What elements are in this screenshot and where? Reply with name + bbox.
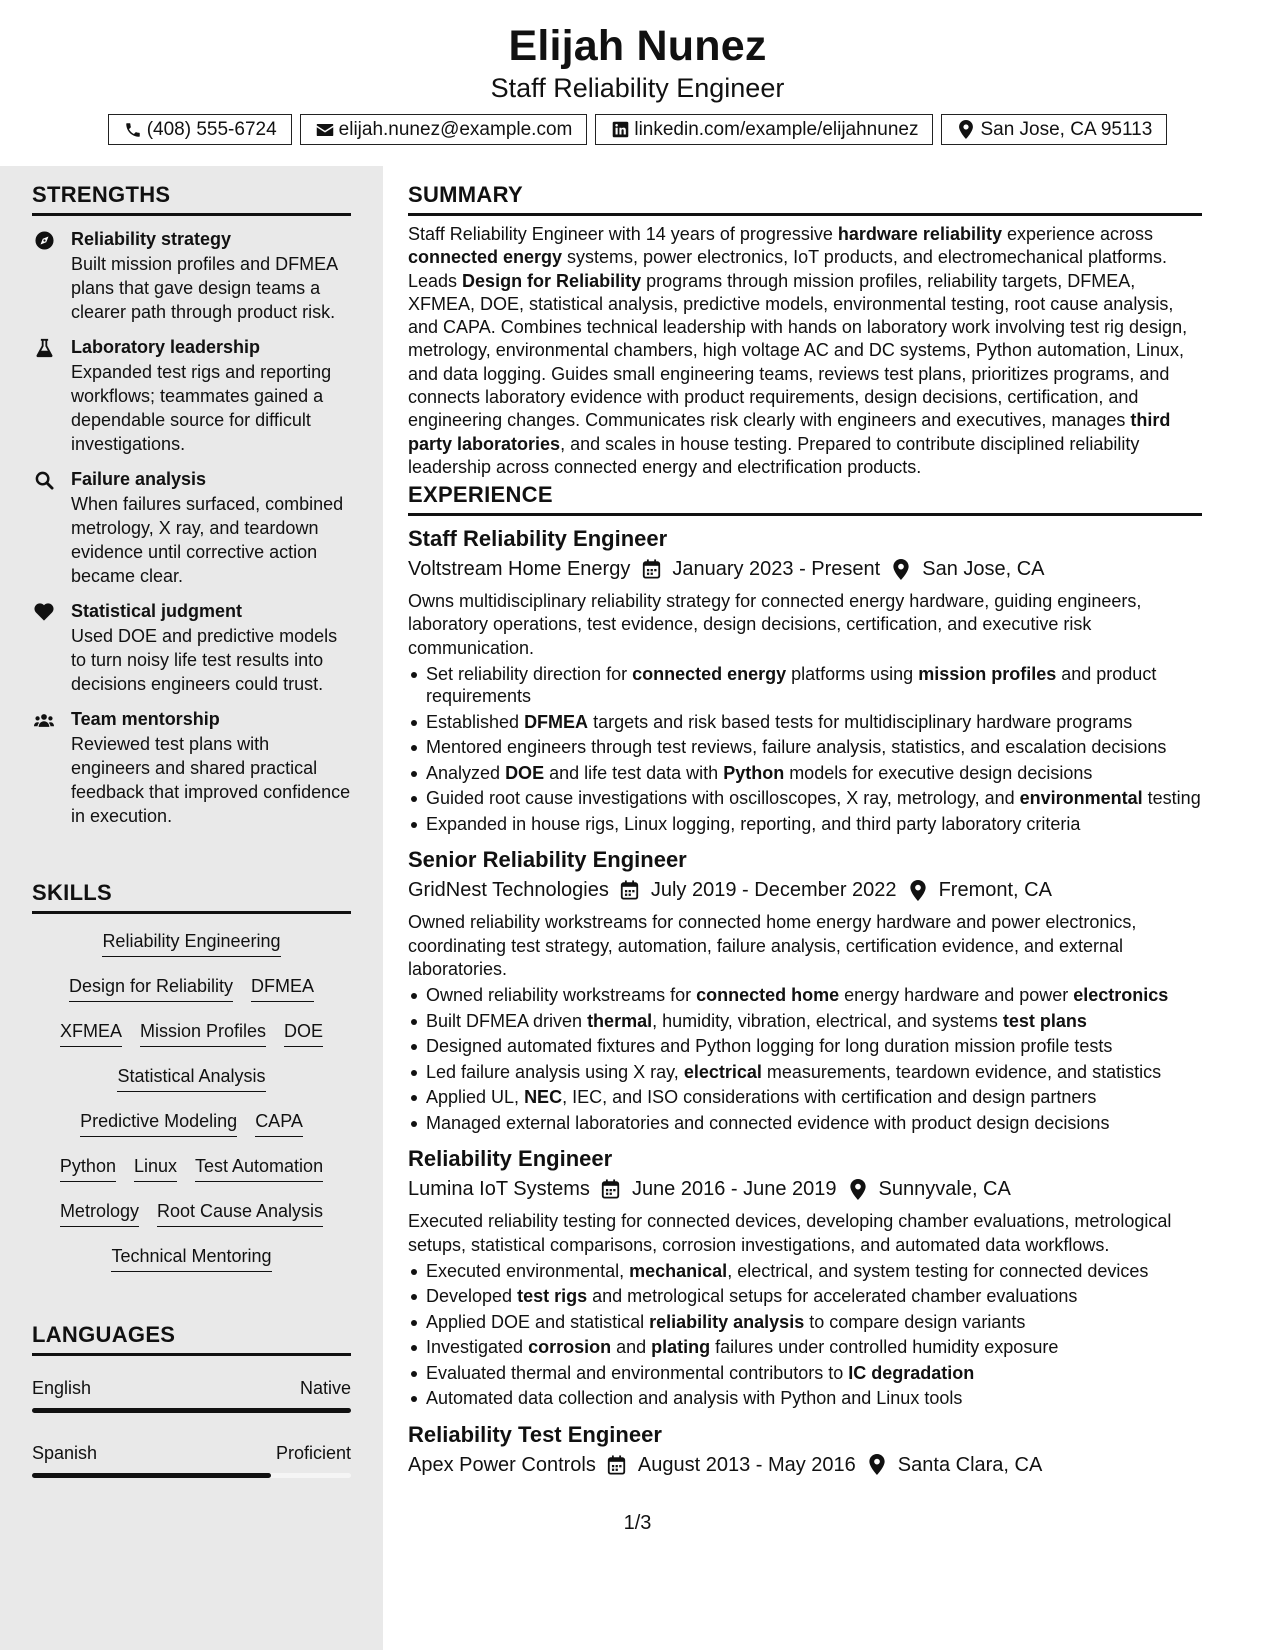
- strength-title: Statistical judgment: [71, 601, 243, 621]
- job-dates: June 2016 - June 2019: [631, 1178, 837, 1201]
- job-description: Executed reliability testing for connected devices, developing chamber evaluations, metrological setups, statistical comparisons, corrosion investigations, and automated data workflows.: [408, 1211, 1172, 1255]
- skill-tag: Metrology: [60, 1199, 139, 1227]
- job-company: GridNest Technologies: [408, 879, 609, 902]
- job-dates: July 2019 - December 2022: [650, 879, 897, 902]
- skill-tag: Test Automation: [195, 1154, 323, 1182]
- job-bullets: [408, 1260, 1202, 1410]
- skills-row: [32, 1244, 351, 1289]
- strength-desc: When failures surfaced, combined metrology, X ray, and teardown evidence until corrective action became clear.: [71, 494, 344, 586]
- skills-row: [32, 1154, 351, 1199]
- job-bullets: [408, 984, 1202, 1134]
- job-bullet: Led failure analysis using X ray, electrical measurements, teardown evidence, and statistics: [408, 1061, 1202, 1084]
- strength-desc: Expanded test rigs and reporting workflows; teammates gained a dependable source for difficult investigations.: [71, 362, 332, 454]
- job-bullet: Managed external laboratories and connected evidence with product design decisions: [408, 1112, 1202, 1135]
- experience-heading: EXPERIENCE: [408, 482, 1202, 516]
- job-bullet: Designed automated fixtures and Python logging for long duration mission profile tests: [408, 1035, 1202, 1058]
- skill-tag: Mission Profiles: [140, 1019, 266, 1047]
- language-bar-fill: [32, 1408, 351, 1413]
- candidate-name: Elijah Nunez: [508, 22, 767, 70]
- language-bar-fill: [32, 1473, 271, 1478]
- strength-title: Failure analysis: [71, 469, 207, 489]
- map-pin-icon: [847, 1178, 869, 1200]
- job-bullet: Built DFMEA driven thermal, humidity, vibration, electrical, and systems test plans: [408, 1010, 1202, 1033]
- language-level: Native: [299, 1378, 351, 1398]
- sidebar: [0, 166, 383, 1650]
- skills-row: [32, 974, 351, 1019]
- job-company: Voltstream Home Energy: [408, 558, 631, 580]
- job-location: Sunnyvale, CA: [878, 1178, 1011, 1201]
- strength-item: [32, 468, 351, 588]
- contact-bar: [0, 114, 1275, 145]
- strength-title: Team mentorship: [71, 709, 220, 729]
- job-bullets: [408, 663, 1202, 836]
- skills-row: [32, 1199, 351, 1244]
- language-level: Proficient: [275, 1443, 351, 1463]
- main-content: [383, 166, 1275, 1650]
- map-pin-icon: [890, 558, 912, 580]
- job-company: Lumina IoT Systems: [408, 1178, 590, 1201]
- envelope-icon: [315, 120, 335, 140]
- skills-row: [32, 1109, 351, 1154]
- contact-phone[interactable]: [108, 114, 292, 145]
- languages-heading: LANGUAGES: [32, 1322, 351, 1356]
- job-title: Senior Reliability Engineer: [408, 847, 687, 873]
- job-bullet: Owned reliability workstreams for connected home energy hardware and power electronics: [408, 984, 1202, 1007]
- job-bullet: Evaluated thermal and environmental contributors to IC degradation: [408, 1362, 1202, 1385]
- job-meta: [408, 1452, 1202, 1478]
- strength-item: [32, 228, 351, 324]
- skills-row: [32, 1064, 351, 1109]
- calendar-icon: [619, 879, 641, 901]
- phone-text: (408) 555-6724: [146, 118, 277, 140]
- flask-icon: [34, 338, 54, 358]
- language-item: [32, 1443, 351, 1478]
- job-location: Santa Clara, CA: [897, 1453, 1043, 1476]
- job-entry: [408, 1422, 1202, 1478]
- language-name: English: [32, 1378, 92, 1398]
- job-description: Owns multidisciplinary reliability strategy for connected energy hardware, guiding engineers, laboratory operations, test evidence, design decisions, certification, and executive risk communication.: [408, 591, 1142, 658]
- job-meta: [408, 556, 1202, 582]
- candidate-role: Staff Reliability Engineer: [490, 73, 785, 103]
- job-entry: [408, 526, 1202, 835]
- languages-section: [32, 1322, 351, 1478]
- calendar-icon: [600, 1178, 622, 1200]
- skill-tag: Statistical Analysis: [117, 1064, 265, 1092]
- skill-tag: Root Cause Analysis: [157, 1199, 323, 1227]
- map-pin-icon: [866, 1454, 888, 1476]
- job-entry: [408, 847, 1202, 1134]
- job-location: Fremont, CA: [938, 879, 1052, 902]
- location-text: San Jose, CA 95113: [980, 118, 1153, 140]
- skill-tag: DFMEA: [251, 974, 314, 1002]
- job-dates: August 2013 - May 2016: [637, 1453, 856, 1476]
- strength-item: [32, 708, 351, 828]
- phone-icon: [123, 120, 143, 140]
- job-bullet: Applied UL, NEC, IEC, and ISO considerations with certification and design partners: [408, 1086, 1202, 1109]
- job-bullet: Applied DOE and statistical reliability analysis to compare design variants: [408, 1311, 1202, 1334]
- strength-desc: Built mission profiles and DFMEA plans that gave design teams a clearer path through product risk.: [71, 254, 338, 322]
- summary-text: Staff Reliability Engineer with 14 years of progressive hardware reliability experience across connected energy systems, power electronics, IoT products, and electromechanical platforms. Leads Design for Reliability programs through mission profiles, reliability targets, DFMEA, XFMEA, DOE, statistical analysis, predictive models, environmental testing, root cause analysis, and CAPA. Combines technical leadership with hands on laboratory work involving test rig design, metrology, environmental chambers, high voltage AC and DC systems, Python automation, Linux, and data logging. Guides small engineering teams, reviews test plans, prioritizes programs, and connects laboratory evidence with product requirements, design decisions, certification, and engineering changes. Communicates risk clearly with engineers and executives, manages third party laboratories, and scales in house testing. Prepared to contribute disciplined reliability leadership across connected energy and electrification products.: [408, 224, 1188, 477]
- job-list: [408, 526, 1202, 1478]
- skill-tag: DOE: [284, 1019, 323, 1047]
- map-pin-icon: [907, 879, 929, 901]
- job-meta: [408, 877, 1202, 903]
- job-location: San Jose, CA: [922, 558, 1045, 580]
- summary-section: [408, 182, 1202, 479]
- skill-tag: CAPA: [255, 1109, 303, 1137]
- compass-icon: [34, 230, 54, 250]
- job-bullet: Analyzed DOE and life test data with Python models for executive design decisions: [408, 762, 1202, 785]
- skill-tag: Design for Reliability: [69, 974, 233, 1002]
- strength-title: Reliability strategy: [71, 229, 232, 249]
- map-pin-icon: [956, 120, 976, 140]
- language-item: [32, 1378, 351, 1413]
- job-bullet: Mentored engineers through test reviews, failure analysis, statistics, and escalation decisions: [408, 736, 1202, 759]
- contact-email[interactable]: [300, 114, 588, 145]
- users-icon: [34, 710, 54, 730]
- strength-item: [32, 336, 351, 456]
- contact-linkedin[interactable]: [595, 114, 933, 145]
- job-title: Reliability Engineer: [408, 1146, 613, 1172]
- skill-tag: Linux: [134, 1154, 177, 1182]
- job-bullet: Automated data collection and analysis with Python and Linux tools: [408, 1387, 1202, 1410]
- email-text: elijah.nunez@example.com: [338, 118, 573, 140]
- job-bullet: Executed environmental, mechanical, electrical, and system testing for connected devices: [408, 1260, 1202, 1283]
- job-title: Staff Reliability Engineer: [408, 526, 668, 551]
- job-title: Reliability Test Engineer: [408, 1421, 662, 1447]
- linkedin-text: linkedin.com/example/elijahnunez: [634, 118, 919, 140]
- skill-tag: Reliability Engineering: [102, 929, 280, 957]
- calendar-icon: [606, 1454, 628, 1476]
- language-bar: [32, 1473, 351, 1478]
- skill-tag: Technical Mentoring: [111, 1244, 271, 1272]
- summary-heading: SUMMARY: [408, 182, 1202, 216]
- skills-row: [32, 1019, 351, 1064]
- skills-section: [32, 880, 351, 1289]
- language-name: Spanish: [32, 1443, 98, 1463]
- strengths-section: [32, 182, 351, 828]
- skill-tag: XFMEA: [60, 1019, 122, 1047]
- job-bullet: Guided root cause investigations with oscilloscopes, X ray, metrology, and environmental testing: [408, 787, 1202, 810]
- job-meta: [408, 1176, 1202, 1202]
- experience-section: [408, 482, 1202, 1478]
- job-bullet: Established DFMEA targets and risk based tests for multidisciplinary hardware programs: [408, 711, 1202, 734]
- calendar-icon: [640, 558, 662, 580]
- heart-icon: [34, 602, 54, 622]
- job-entry: [408, 1146, 1202, 1410]
- skill-tag: Predictive Modeling: [80, 1109, 237, 1137]
- magnifier-icon: [34, 470, 54, 490]
- job-bullet: Investigated corrosion and plating failures under controlled humidity exposure: [408, 1336, 1202, 1359]
- job-company: Apex Power Controls: [408, 1453, 596, 1476]
- language-bar: [32, 1408, 351, 1413]
- job-bullet: Developed test rigs and metrological setups for accelerated chamber evaluations: [408, 1285, 1202, 1308]
- job-dates: January 2023 - Present: [672, 558, 881, 580]
- strength-desc: Reviewed test plans with engineers and shared practical feedback that improved confidence in execution.: [71, 734, 351, 826]
- skill-tag: Python: [60, 1154, 116, 1182]
- contact-location: [941, 114, 1167, 145]
- strength-title: Laboratory leadership: [71, 337, 261, 357]
- linkedin-icon: [610, 120, 630, 140]
- skills-heading: SKILLS: [32, 880, 351, 914]
- job-description: Owned reliability workstreams for connected home energy hardware and power electronics, coordinating test strategy, automation, failure analysis, certification evidence, and external laboratories.: [408, 912, 1137, 979]
- strengths-heading: STRENGTHS: [32, 182, 351, 216]
- strength-item: [32, 600, 351, 696]
- skills-row: [32, 929, 351, 974]
- skills-list: [32, 929, 351, 1289]
- job-bullet: Expanded in house rigs, Linux logging, reporting, and third party laboratory criteria: [408, 813, 1202, 836]
- page-number: 1/3: [623, 1512, 652, 1534]
- job-bullet: Set reliability direction for connected energy platforms using mission profiles and product requirements: [408, 663, 1202, 708]
- strength-desc: Used DOE and predictive models to turn noisy life test results into decisions engineers could trust.: [71, 626, 338, 694]
- resume-header: [0, 0, 1275, 166]
